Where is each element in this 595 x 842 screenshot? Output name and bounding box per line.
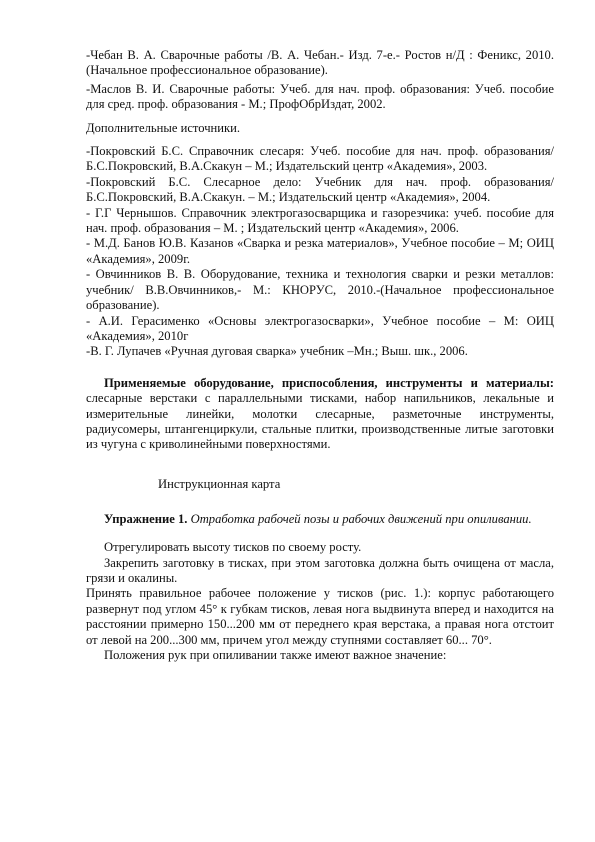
source-item: - Овчинников В. В. Оборудование, техника и технология сварки и резки металлов: учебник/ В.В.Овчинников,- М.: КНОРУС, 2010.-(Начальное профессиональное образование).	[86, 267, 554, 313]
source-item: - М.Д. Банов Ю.В. Казанов «Сварка и резка материалов», Учебное пособие – М; ОИЦ «Академия», 2009г.	[86, 236, 554, 266]
source-item: -В. Г. Лупачев «Ручная дуговая сварка» учебник –Мн.; Выш. шк., 2006.	[86, 344, 468, 359]
source-item: -Чебан В. А. Сварочные работы /В. А. Чебан.- Изд. 7-е.- Ростов н/Д : Феникс, 2010. (Начальное профессиональное образование).	[86, 48, 554, 78]
instruction-card-title: Инструкционная карта	[158, 476, 281, 491]
step-paragraph: Положения рук при опиливании также имеют важное значение:	[104, 648, 447, 662]
source-item: - Г.Г Чернышов. Справочник электрогазосварщика и газорезчика: учеб. пособие для нач. проф. образования – М. ; Издательский центр «Академия», 2006.	[86, 205, 554, 236]
step-paragraph: Принять правильное рабочее положение у тисков (рис. 1.): корпус работающего развернут под углом 45° к губкам тисков, левая нога выдвинута вперед и находится на расстоянии примерно 150...200 мм от переднего края верстака, а правая нога отстоит от левой на 200...300 мм, причем угол между ступнями составляет 60... 70°.	[86, 586, 554, 647]
equipment-lead: Применяемые оборудование, приспособления, инструменты и материалы:	[104, 375, 554, 390]
exercise-heading	[86, 512, 554, 527]
source-item: -Покровский Б.С. Справочник слесаря: Учеб. пособие для нач. проф. образования/Б.С.Покровский, В.А.Скакун – М.; Издательский центр «Академия», 2003.	[86, 144, 554, 174]
equipment-paragraph	[86, 376, 554, 453]
exercise-lead: Упражнение 1.	[104, 512, 188, 527]
step-paragraph: Закрепить заготовку в тисках, при этом заготовка должна быть очищена от масла, грязи и окалины.	[86, 555, 554, 585]
step-paragraph: Отрегулировать высоту тисков по своему росту.	[104, 540, 362, 555]
source-item: - А.И. Герасименко «Основы электрогазосварки», Учебное пособие – М: ОИЦ «Академия», 2010г	[86, 313, 554, 343]
source-item: -Покровский Б.С. Слесарное дело: Учебник для нач. проф. образования/ Б.С.Покровский, В.А.Скакун. – М.; Издательский центр «Академия», 2004.	[86, 174, 554, 205]
exercise-title: Отработка рабочей позы и рабочих движений при опиливании.	[187, 512, 532, 527]
section-heading: Дополнительные источники.	[86, 120, 241, 135]
source-item: -Маслов В. И. Сварочные работы: Учеб. для нач. проф. образования: Учеб. пособие для сред. проф. образования - М.; ПрофОбрИздат, 2002.	[86, 81, 554, 112]
equipment-text: слесарные верстаки с параллельными тисками, набор напильников, лекальные и измерительные линейки, молотки слесарные, разметочные инструменты, радиусомеры, штангенциркули, стальные плитки, производственные литые заготовки из чугуна с криволинейными поверхностями.	[86, 391, 554, 452]
document-page	[86, 48, 554, 663]
